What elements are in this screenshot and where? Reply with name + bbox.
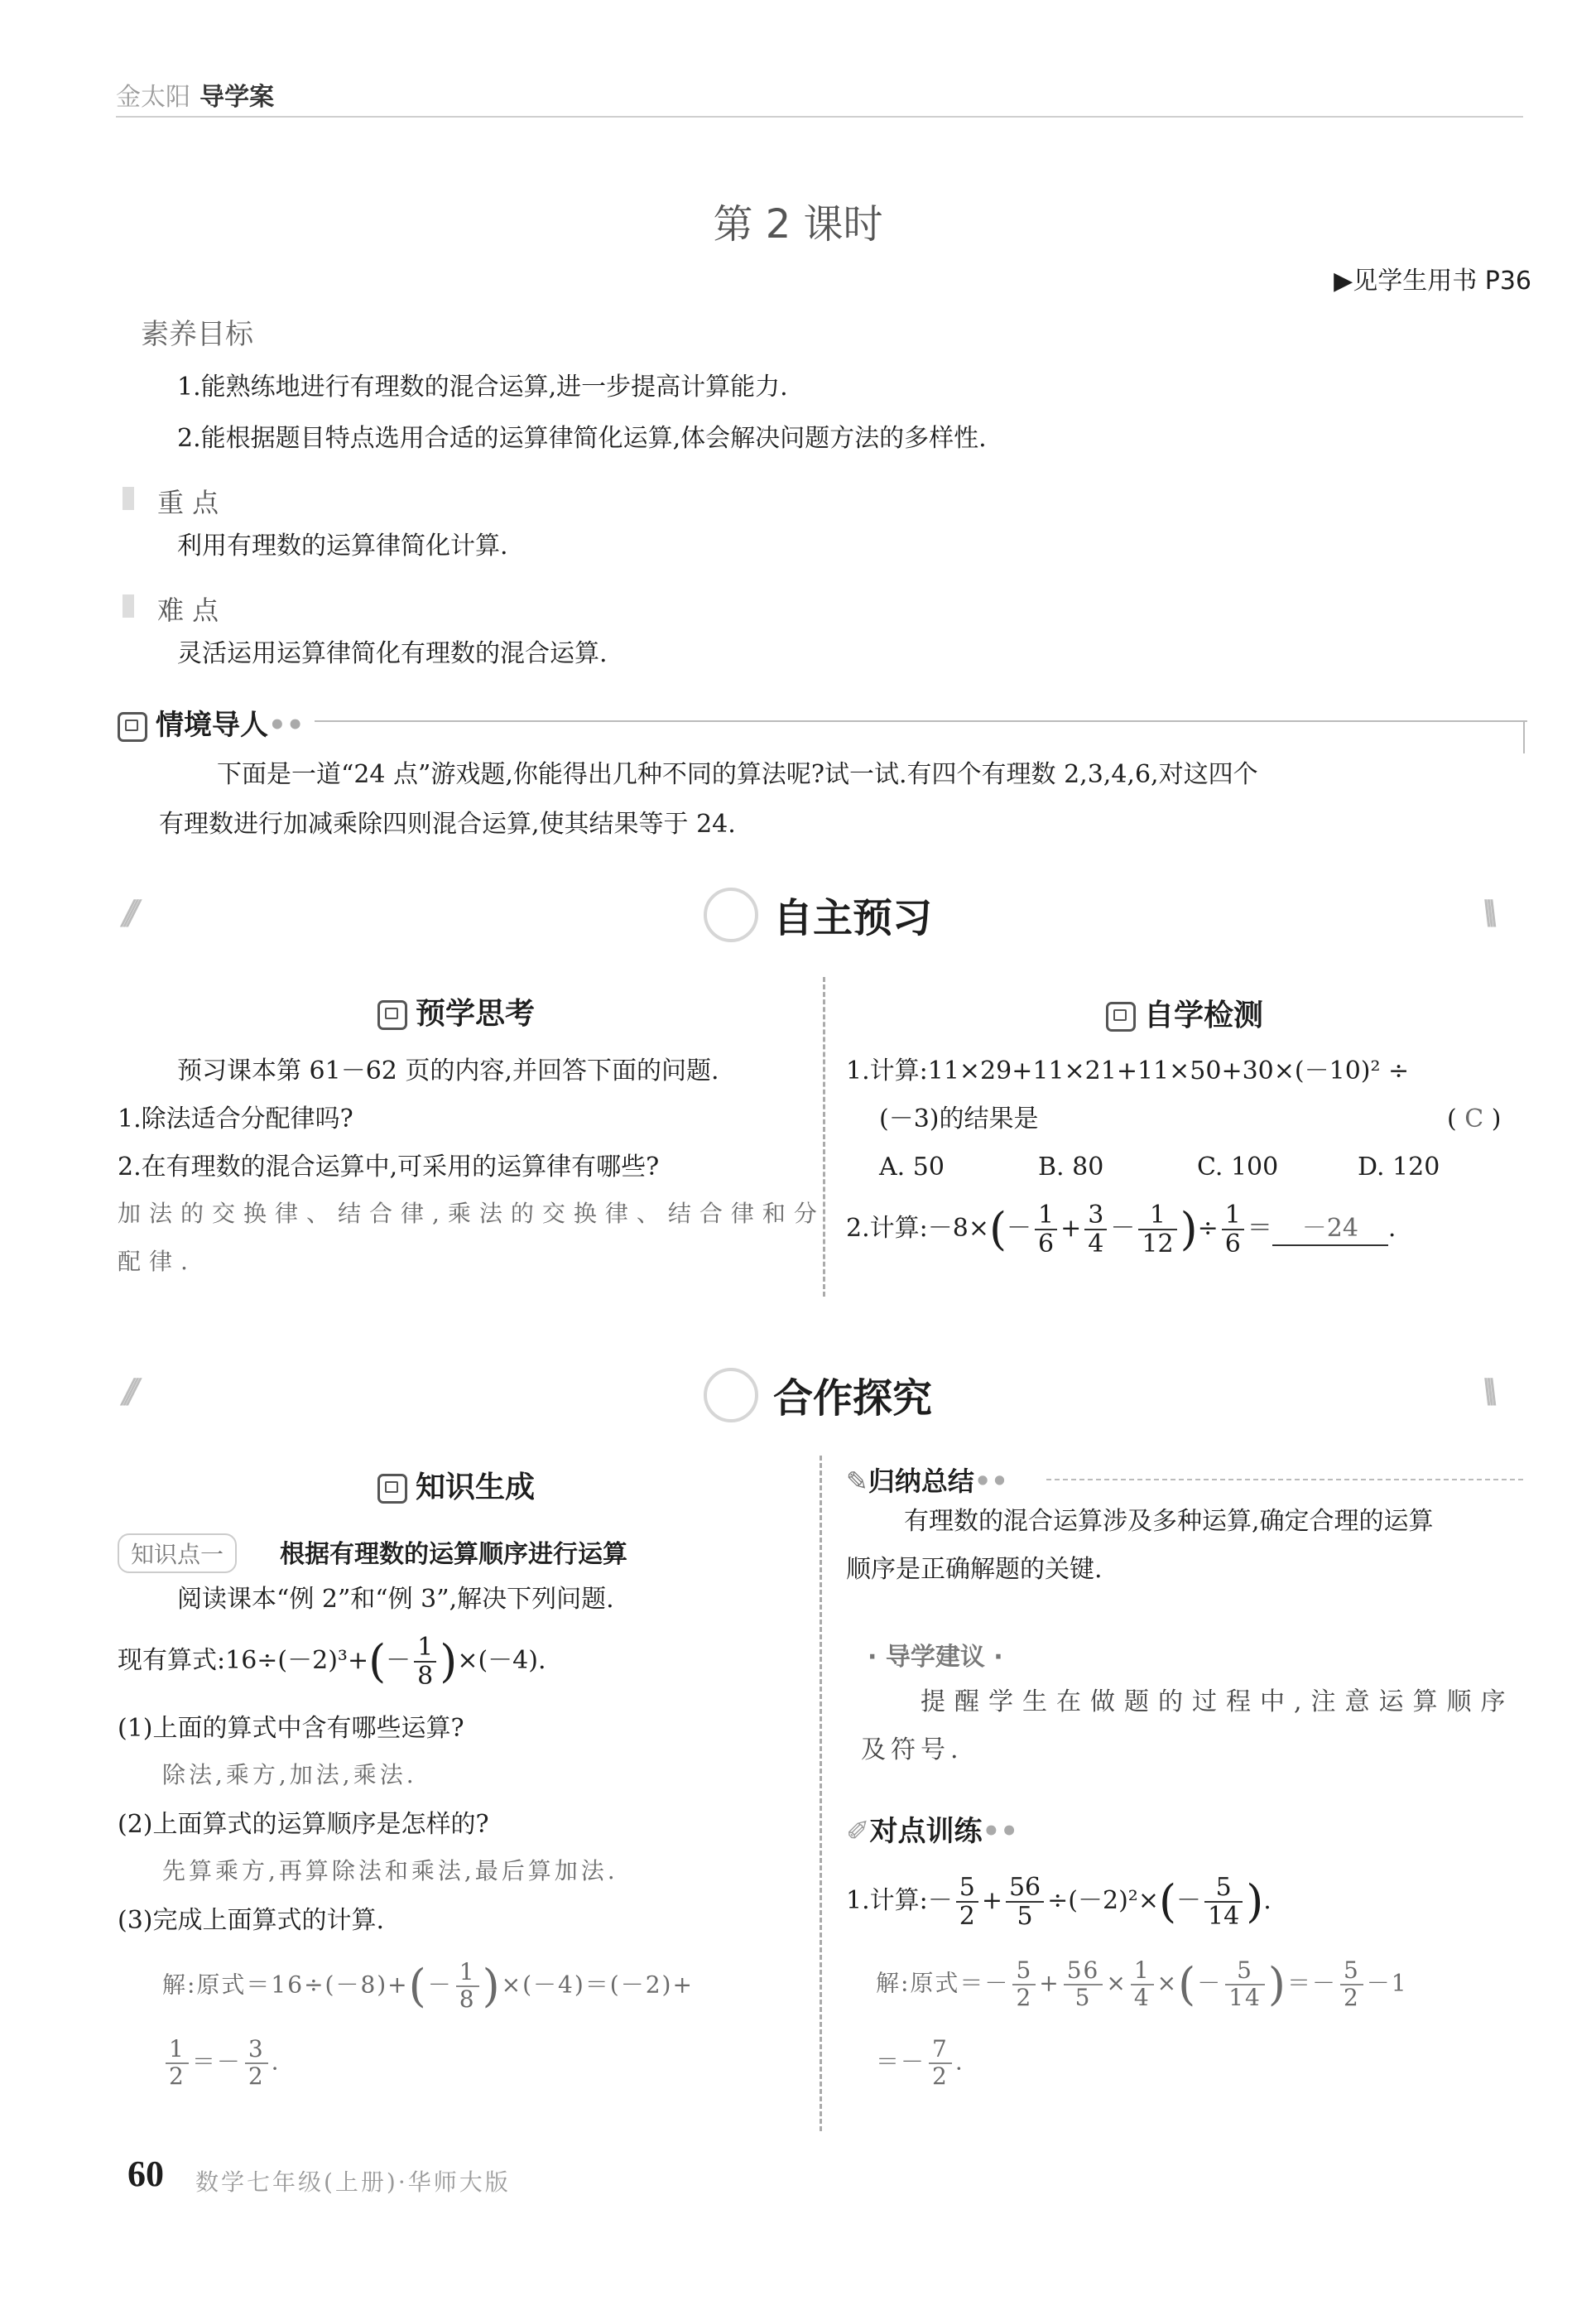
- training-question-1: 1.计算:－ $\frac{5}{2}$ + $\frac{56}{5}$ ÷(－2)²×(－ $\frac{5}{14}$ ).: [846, 1873, 1272, 1932]
- knowledge-label: 知识生成: [416, 1470, 536, 1504]
- knowledge-question-1: (1)上面的算式中含有哪些运算?: [118, 1714, 464, 1743]
- hard-point-label: 难 点: [157, 594, 219, 626]
- check-question-1-line-1: 1.计算:11×29+11×21+11×50+30×(－10)² ÷: [846, 1056, 1410, 1085]
- goals-title: 素养目标: [141, 318, 253, 351]
- intro-label: 情境导人: [156, 709, 268, 742]
- section2-left-deco: ///: [123, 1373, 132, 1411]
- edit-icon: ✐: [846, 1815, 870, 1848]
- check-answer-2: －24: [1272, 1212, 1388, 1246]
- summary-title: 归纳总结: [868, 1466, 974, 1497]
- section2-right-deco: \\\: [1482, 1373, 1491, 1411]
- section1-left-deco: ///: [123, 894, 132, 932]
- training-solution-line-1: 解:原式＝－ $\frac{5}{2}$ + $\frac{56}{5}$ × $\frac{1}{4}$ ×(－ $\frac{5}{14}$ )＝－ $\frac{5}{2}$ －1: [876, 1956, 1408, 2012]
- key-point-label: 重 点: [157, 487, 219, 518]
- option-a: A. 50: [879, 1153, 945, 1182]
- pencil-icon: ✎: [846, 1466, 868, 1497]
- advice-line-1: 提醒学生在做题的过程中,注意运算顺序: [921, 1687, 1515, 1716]
- think-icon: [377, 1000, 407, 1030]
- check-answer-bracket: ( C ): [1447, 1105, 1502, 1133]
- summary-line-1: 有理数的混合运算涉及多种运算,确定合理的运算: [904, 1507, 1434, 1536]
- summary-line-2: 顺序是正确解题的关键.: [846, 1555, 1103, 1584]
- header-rule: [116, 116, 1523, 118]
- scene-icon: [118, 712, 147, 742]
- brand-bold: 导学案: [200, 83, 275, 112]
- read-instruction: 阅读课本“例 2”和“例 3”,解决下列问题.: [177, 1585, 614, 1614]
- advice-title: · 导学建议 ·: [868, 1643, 1003, 1672]
- summary-rule: [1046, 1479, 1523, 1480]
- option-d: D. 120: [1358, 1153, 1440, 1182]
- preview-answer-line-2: 配律.: [118, 1248, 196, 1275]
- knowledge-point-title: 根据有理数的运算顺序进行运算: [280, 1540, 627, 1569]
- intro-heading: 情境导人••: [118, 702, 304, 743]
- knowledge-answer-2: 先算乘方,再算除法和乘法,最后算加法.: [162, 1857, 618, 1884]
- intro-rule-end: [1523, 720, 1525, 753]
- lesson-title: 第 2 课时: [713, 201, 883, 248]
- expression-prefix: 现有算式:16÷(－2)³+: [118, 1646, 369, 1676]
- knowledge-solution-line-1: 解:原式＝16÷(－8)+(－ $\frac{1}{8}$ )×(－4)＝(－2)+: [162, 1958, 694, 2014]
- knowledge-question-2: (2)上面算式的运算顺序是怎样的?: [118, 1810, 489, 1839]
- book-reference: ▶见学生用书 P36: [1334, 267, 1531, 296]
- training-heading: ✐对点训练••: [846, 1815, 1018, 1848]
- preview-question-1: 1.除法适合分配律吗?: [118, 1105, 353, 1133]
- key-point-marker: [123, 487, 134, 510]
- training-prefix: 1.计算:－: [846, 1886, 953, 1916]
- footer-text: 数学七年级(上册)·华师大版: [195, 2168, 511, 2196]
- key-point-text: 利用有理数的运算律简化计算.: [177, 532, 508, 561]
- preview-question-2: 2.在有理数的混合运算中,可采用的运算律有哪些?: [118, 1153, 660, 1182]
- check-icon: [1106, 1002, 1136, 1032]
- section2-circle-icon: [704, 1368, 758, 1422]
- knowledge-question-3: (3)完成上面算式的计算.: [118, 1906, 385, 1935]
- check-question-2-prefix: 2.计算:－8×: [846, 1214, 989, 1244]
- preview-think-title: [377, 990, 535, 1032]
- hard-point-text: 灵活运用运算律简化有理数的混合运算.: [177, 639, 608, 668]
- self-check-label: 自学检测: [1144, 999, 1264, 1032]
- section1-circle-icon: [704, 888, 758, 942]
- brand-light: 金太阳: [116, 83, 190, 112]
- preview-think-label: 预学思考: [416, 997, 536, 1031]
- intro-rule: [315, 720, 1527, 722]
- preview-answer-line-1: 加法的交换律、结合律,乘法的交换律、结合律和分: [118, 1200, 825, 1227]
- section2-divider: [820, 1456, 822, 2131]
- training-solution-line-2: ＝－ $\frac{7}{2}$ .: [876, 2035, 964, 2090]
- self-check-title: [1106, 992, 1263, 1034]
- option-c: C. 100: [1197, 1153, 1279, 1182]
- section2-title: 合作探究: [773, 1375, 933, 1422]
- header: [116, 76, 274, 113]
- hard-point-marker: [123, 594, 134, 618]
- summary-heading: ✎归纳总结••: [846, 1466, 1008, 1497]
- option-b: B. 80: [1038, 1153, 1104, 1182]
- intro-line-2: 有理数进行加减乘除四则混合运算,使其结果等于 24.: [159, 810, 736, 839]
- check-question-2: 2.计算:－8×(－ $\frac{1}{6}$ + $\frac{3}{4}$ － $\frac{1}{12}$ )÷ $\frac{1}{6}$ ＝ －24 .: [846, 1201, 1396, 1259]
- advice-line-2: 及符号.: [861, 1735, 964, 1764]
- knowledge-point-tag: 知识点一: [118, 1533, 237, 1573]
- section1-right-deco: \\\: [1482, 894, 1491, 932]
- goal-item-1: 1.能熟练地进行有理数的混合运算,进一步提高计算能力.: [177, 373, 788, 402]
- page-number: 60: [127, 2154, 164, 2194]
- knowledge-solution-line-2: $\frac{1}{2}$ ＝－ $\frac{3}{2}$ .: [162, 2037, 281, 2090]
- knowledge-icon: [377, 1474, 407, 1504]
- training-title: 对点训练: [869, 1815, 983, 1848]
- knowledge-answer-1: 除法,乘方,加法,乘法.: [162, 1761, 417, 1788]
- knowledge-title: [377, 1464, 535, 1506]
- preview-intro: 预习课本第 61－62 页的内容,并回答下面的问题.: [177, 1056, 719, 1085]
- check-answer-1: C: [1464, 1105, 1484, 1133]
- section1-title: 自主预习: [773, 895, 933, 941]
- section1-divider: [823, 977, 825, 1297]
- training-solution-prefix: 解:原式＝－: [876, 1969, 1010, 1997]
- goal-item-2: 2.能根据题目特点选用合适的运算律简化运算,体会解决问题方法的多样性.: [177, 424, 987, 453]
- check-question-1-line-2: (－3)的结果是: [879, 1105, 1039, 1133]
- given-expression: 现有算式:16÷(－2)³+(－ $\frac{1}{8}$ )×(－4).: [118, 1633, 546, 1692]
- intro-line-1: 下面是一道“24 点”游戏题,你能得出几种不同的算法呢?试一试.有四个有理数 2,3,4,6,对这四个: [217, 760, 1258, 789]
- solution-prefix: 解:原式＝16÷(－8)+: [162, 1971, 409, 1999]
